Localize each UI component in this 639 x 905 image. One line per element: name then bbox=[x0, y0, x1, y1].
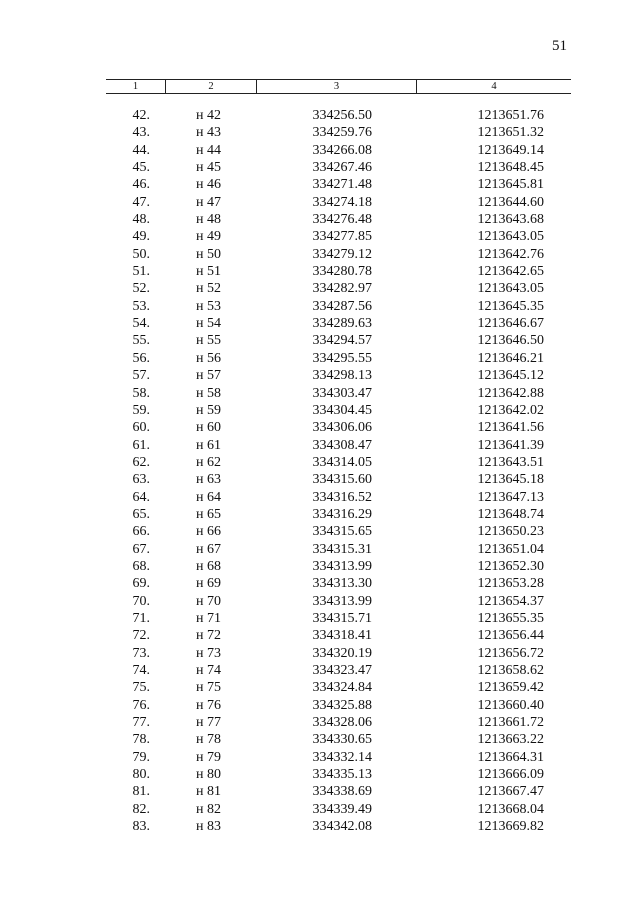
table-row bbox=[0, 662, 639, 679]
x-coordinate-cell: 334332.14 bbox=[312, 749, 372, 765]
x-coordinate-cell: 334276.48 bbox=[312, 212, 372, 228]
y-coordinate-cell: 1213666.09 bbox=[477, 767, 544, 783]
point-id-cell: н 47 bbox=[196, 194, 221, 210]
point-id-cell: н 49 bbox=[196, 229, 221, 245]
y-coordinate-cell: 1213654.37 bbox=[477, 593, 544, 609]
table-row bbox=[0, 367, 639, 384]
table-column-header-row bbox=[106, 79, 571, 94]
point-id-cell: н 75 bbox=[196, 680, 221, 696]
table-row bbox=[0, 176, 639, 193]
x-coordinate-cell: 334279.12 bbox=[312, 246, 372, 262]
y-coordinate-cell: 1213652.30 bbox=[477, 558, 544, 574]
row-number-cell: 48. bbox=[132, 212, 150, 228]
row-number-cell: 43. bbox=[132, 125, 150, 141]
y-coordinate-cell: 1213661.72 bbox=[477, 715, 544, 731]
x-coordinate-cell: 334325.88 bbox=[312, 697, 372, 713]
y-coordinate-cell: 1213664.31 bbox=[477, 749, 544, 765]
x-coordinate-cell: 334316.52 bbox=[312, 489, 372, 505]
x-coordinate-cell: 334313.30 bbox=[312, 576, 372, 592]
table-row bbox=[0, 801, 639, 818]
point-id-cell: н 63 bbox=[196, 472, 221, 488]
point-id-cell: н 67 bbox=[196, 541, 221, 557]
table-row bbox=[0, 697, 639, 714]
point-id-cell: н 51 bbox=[196, 264, 221, 280]
row-number-cell: 62. bbox=[132, 454, 150, 470]
point-id-cell: н 64 bbox=[196, 489, 221, 505]
y-coordinate-cell: 1213667.47 bbox=[477, 784, 544, 800]
table-row bbox=[0, 731, 639, 748]
x-coordinate-cell: 334335.13 bbox=[312, 767, 372, 783]
row-number-cell: 42. bbox=[132, 108, 150, 123]
y-coordinate-cell: 1213645.35 bbox=[477, 298, 544, 314]
page-number: 51 bbox=[552, 38, 567, 54]
y-coordinate-cell: 1213648.45 bbox=[477, 160, 544, 176]
x-coordinate-cell: 334271.48 bbox=[312, 177, 372, 193]
table-row bbox=[0, 454, 639, 471]
row-number-cell: 76. bbox=[132, 697, 150, 713]
row-number-cell: 57. bbox=[132, 368, 150, 384]
y-coordinate-cell: 1213651.76 bbox=[477, 108, 544, 123]
point-id-cell: н 79 bbox=[196, 749, 221, 765]
row-number-cell: 65. bbox=[132, 506, 150, 522]
table-row bbox=[0, 142, 639, 159]
row-number-cell: 51. bbox=[132, 264, 150, 280]
x-coordinate-cell: 334277.85 bbox=[312, 229, 372, 245]
table-row bbox=[0, 749, 639, 766]
table-row bbox=[0, 402, 639, 419]
row-number-cell: 71. bbox=[132, 610, 150, 626]
table-row bbox=[0, 523, 639, 540]
point-id-cell: н 58 bbox=[196, 385, 221, 401]
x-coordinate-cell: 334306.06 bbox=[312, 420, 372, 436]
y-coordinate-cell: 1213645.12 bbox=[477, 368, 544, 384]
y-coordinate-cell: 1213651.04 bbox=[477, 541, 544, 557]
y-coordinate-cell: 1213656.44 bbox=[477, 628, 544, 644]
x-coordinate-cell: 334308.47 bbox=[312, 437, 372, 453]
point-id-cell: н 78 bbox=[196, 732, 221, 748]
y-coordinate-cell: 1213642.65 bbox=[477, 264, 544, 280]
x-coordinate-cell: 334342.08 bbox=[312, 819, 372, 835]
x-coordinate-cell: 334304.45 bbox=[312, 402, 372, 418]
y-coordinate-cell: 1213669.82 bbox=[477, 819, 544, 835]
x-coordinate-cell: 334287.56 bbox=[312, 298, 372, 314]
point-id-cell: н 61 bbox=[196, 437, 221, 453]
row-number-cell: 50. bbox=[132, 246, 150, 262]
y-coordinate-cell: 1213648.74 bbox=[477, 506, 544, 522]
point-id-cell: н 45 bbox=[196, 160, 221, 176]
column-header-2: 2 bbox=[165, 80, 256, 93]
table-row bbox=[0, 246, 639, 263]
point-id-cell: н 66 bbox=[196, 524, 221, 540]
row-number-cell: 69. bbox=[132, 576, 150, 592]
row-number-cell: 78. bbox=[132, 732, 150, 748]
row-number-cell: 61. bbox=[132, 437, 150, 453]
row-number-cell: 80. bbox=[132, 767, 150, 783]
table-row bbox=[0, 263, 639, 280]
y-coordinate-cell: 1213659.42 bbox=[477, 680, 544, 696]
table-row bbox=[0, 385, 639, 402]
table-row bbox=[0, 679, 639, 696]
y-coordinate-cell: 1213642.76 bbox=[477, 246, 544, 262]
row-number-cell: 47. bbox=[132, 194, 150, 210]
table-row bbox=[0, 298, 639, 315]
table-row bbox=[0, 419, 639, 436]
y-coordinate-cell: 1213644.60 bbox=[477, 194, 544, 210]
row-number-cell: 82. bbox=[132, 801, 150, 817]
row-number-cell: 45. bbox=[132, 160, 150, 176]
table-row bbox=[0, 159, 639, 176]
point-id-cell: н 57 bbox=[196, 368, 221, 384]
point-id-cell: н 55 bbox=[196, 333, 221, 349]
y-coordinate-cell: 1213642.88 bbox=[477, 385, 544, 401]
y-coordinate-cell: 1213650.23 bbox=[477, 524, 544, 540]
x-coordinate-cell: 334315.71 bbox=[312, 610, 372, 626]
point-id-cell: н 83 bbox=[196, 819, 221, 835]
table-row bbox=[0, 541, 639, 558]
row-number-cell: 68. bbox=[132, 558, 150, 574]
y-coordinate-cell: 1213663.22 bbox=[477, 732, 544, 748]
x-coordinate-cell: 334313.99 bbox=[312, 558, 372, 574]
table-row bbox=[0, 489, 639, 506]
table-row bbox=[0, 315, 639, 332]
x-coordinate-cell: 334266.08 bbox=[312, 142, 372, 158]
table-row bbox=[0, 558, 639, 575]
table-row bbox=[0, 818, 639, 835]
table-row bbox=[0, 280, 639, 297]
x-coordinate-cell: 334315.60 bbox=[312, 472, 372, 488]
row-number-cell: 70. bbox=[132, 593, 150, 609]
point-id-cell: н 69 bbox=[196, 576, 221, 592]
column-header-3: 3 bbox=[256, 80, 416, 93]
row-number-cell: 77. bbox=[132, 715, 150, 731]
x-coordinate-cell: 334313.99 bbox=[312, 593, 372, 609]
y-coordinate-cell: 1213643.51 bbox=[477, 454, 544, 470]
point-id-cell: н 62 bbox=[196, 454, 221, 470]
x-coordinate-cell: 334339.49 bbox=[312, 801, 372, 817]
x-coordinate-cell: 334330.65 bbox=[312, 732, 372, 748]
y-coordinate-cell: 1213642.02 bbox=[477, 402, 544, 418]
x-coordinate-cell: 334328.06 bbox=[312, 715, 372, 731]
row-number-cell: 63. bbox=[132, 472, 150, 488]
table-row bbox=[0, 575, 639, 592]
row-number-cell: 67. bbox=[132, 541, 150, 557]
row-number-cell: 58. bbox=[132, 385, 150, 401]
y-coordinate-cell: 1213656.72 bbox=[477, 645, 544, 661]
point-id-cell: н 53 bbox=[196, 298, 221, 314]
coordinate-table-body bbox=[0, 107, 639, 835]
y-coordinate-cell: 1213641.56 bbox=[477, 420, 544, 436]
point-id-cell: н 81 bbox=[196, 784, 221, 800]
y-coordinate-cell: 1213660.40 bbox=[477, 697, 544, 713]
table-row bbox=[0, 627, 639, 644]
row-number-cell: 83. bbox=[132, 819, 150, 835]
x-coordinate-cell: 334314.05 bbox=[312, 454, 372, 470]
table-row bbox=[0, 107, 639, 124]
row-number-cell: 44. bbox=[132, 142, 150, 158]
x-coordinate-cell: 334274.18 bbox=[312, 194, 372, 210]
x-coordinate-cell: 334315.31 bbox=[312, 541, 372, 557]
table-row bbox=[0, 645, 639, 662]
row-number-cell: 59. bbox=[132, 402, 150, 418]
row-number-cell: 46. bbox=[132, 177, 150, 193]
row-number-cell: 54. bbox=[132, 316, 150, 332]
row-number-cell: 72. bbox=[132, 628, 150, 644]
x-coordinate-cell: 334289.63 bbox=[312, 316, 372, 332]
table-row bbox=[0, 610, 639, 627]
row-number-cell: 66. bbox=[132, 524, 150, 540]
table-row bbox=[0, 593, 639, 610]
y-coordinate-cell: 1213658.62 bbox=[477, 663, 544, 678]
row-number-cell: 81. bbox=[132, 784, 150, 800]
point-id-cell: н 70 bbox=[196, 593, 221, 609]
x-coordinate-cell: 334259.76 bbox=[312, 125, 372, 141]
row-number-cell: 79. bbox=[132, 749, 150, 765]
table-row bbox=[0, 766, 639, 783]
point-id-cell: н 74 bbox=[196, 663, 221, 678]
table-row bbox=[0, 194, 639, 211]
table-row bbox=[0, 437, 639, 454]
point-id-cell: н 71 bbox=[196, 610, 221, 626]
x-coordinate-cell: 334256.50 bbox=[312, 108, 372, 123]
point-id-cell: н 44 bbox=[196, 142, 221, 158]
table-row bbox=[0, 211, 639, 228]
y-coordinate-cell: 1213646.67 bbox=[477, 316, 544, 332]
y-coordinate-cell: 1213645.81 bbox=[477, 177, 544, 193]
table-row bbox=[0, 714, 639, 731]
point-id-cell: н 82 bbox=[196, 801, 221, 817]
point-id-cell: н 73 bbox=[196, 645, 221, 661]
table-row bbox=[0, 332, 639, 349]
point-id-cell: н 80 bbox=[196, 767, 221, 783]
y-coordinate-cell: 1213647.13 bbox=[477, 489, 544, 505]
table-row bbox=[0, 471, 639, 488]
point-id-cell: н 65 bbox=[196, 506, 221, 522]
x-coordinate-cell: 334303.47 bbox=[312, 385, 372, 401]
point-id-cell: н 77 bbox=[196, 715, 221, 731]
x-coordinate-cell: 334320.19 bbox=[312, 645, 372, 661]
y-coordinate-cell: 1213643.05 bbox=[477, 281, 544, 297]
x-coordinate-cell: 334298.13 bbox=[312, 368, 372, 384]
x-coordinate-cell: 334294.57 bbox=[312, 333, 372, 349]
x-coordinate-cell: 334280.78 bbox=[312, 264, 372, 280]
column-header-4: 4 bbox=[416, 80, 571, 93]
x-coordinate-cell: 334338.69 bbox=[312, 784, 372, 800]
x-coordinate-cell: 334316.29 bbox=[312, 506, 372, 522]
row-number-cell: 49. bbox=[132, 229, 150, 245]
x-coordinate-cell: 334282.97 bbox=[312, 281, 372, 297]
point-id-cell: н 54 bbox=[196, 316, 221, 332]
y-coordinate-cell: 1213649.14 bbox=[477, 142, 544, 158]
table-row bbox=[0, 350, 639, 367]
x-coordinate-cell: 334315.65 bbox=[312, 524, 372, 540]
point-id-cell: н 59 bbox=[196, 402, 221, 418]
row-number-cell: 56. bbox=[132, 350, 150, 366]
row-number-cell: 73. bbox=[132, 645, 150, 661]
y-coordinate-cell: 1213668.04 bbox=[477, 801, 544, 817]
y-coordinate-cell: 1213653.28 bbox=[477, 576, 544, 592]
table-row bbox=[0, 783, 639, 800]
row-number-cell: 55. bbox=[132, 333, 150, 349]
point-id-cell: н 56 bbox=[196, 350, 221, 366]
y-coordinate-cell: 1213655.35 bbox=[477, 610, 544, 626]
x-coordinate-cell: 334318.41 bbox=[312, 628, 372, 644]
row-number-cell: 52. bbox=[132, 281, 150, 297]
point-id-cell: н 43 bbox=[196, 125, 221, 141]
point-id-cell: н 42 bbox=[196, 108, 221, 123]
row-number-cell: 64. bbox=[132, 489, 150, 505]
point-id-cell: н 60 bbox=[196, 420, 221, 436]
y-coordinate-cell: 1213643.05 bbox=[477, 229, 544, 245]
point-id-cell: н 72 bbox=[196, 628, 221, 644]
y-coordinate-cell: 1213646.50 bbox=[477, 333, 544, 349]
row-number-cell: 53. bbox=[132, 298, 150, 314]
row-number-cell: 60. bbox=[132, 420, 150, 436]
point-id-cell: н 68 bbox=[196, 558, 221, 574]
table-row bbox=[0, 124, 639, 141]
point-id-cell: н 52 bbox=[196, 281, 221, 297]
row-number-cell: 75. bbox=[132, 680, 150, 696]
y-coordinate-cell: 1213651.32 bbox=[477, 125, 544, 141]
point-id-cell: н 76 bbox=[196, 697, 221, 713]
y-coordinate-cell: 1213646.21 bbox=[477, 350, 544, 366]
column-header-1: 1 bbox=[132, 81, 139, 92]
row-number-cell: 74. bbox=[132, 663, 150, 678]
x-coordinate-cell: 334323.47 bbox=[312, 663, 372, 678]
x-coordinate-cell: 334267.46 bbox=[312, 160, 372, 176]
table-row bbox=[0, 228, 639, 245]
y-coordinate-cell: 1213643.68 bbox=[477, 212, 544, 228]
y-coordinate-cell: 1213645.18 bbox=[477, 472, 544, 488]
point-id-cell: н 50 bbox=[196, 246, 221, 262]
table-row bbox=[0, 506, 639, 523]
point-id-cell: н 48 bbox=[196, 212, 221, 228]
y-coordinate-cell: 1213641.39 bbox=[477, 437, 544, 453]
point-id-cell: н 46 bbox=[196, 177, 221, 193]
x-coordinate-cell: 334324.84 bbox=[312, 680, 372, 696]
x-coordinate-cell: 334295.55 bbox=[312, 350, 372, 366]
